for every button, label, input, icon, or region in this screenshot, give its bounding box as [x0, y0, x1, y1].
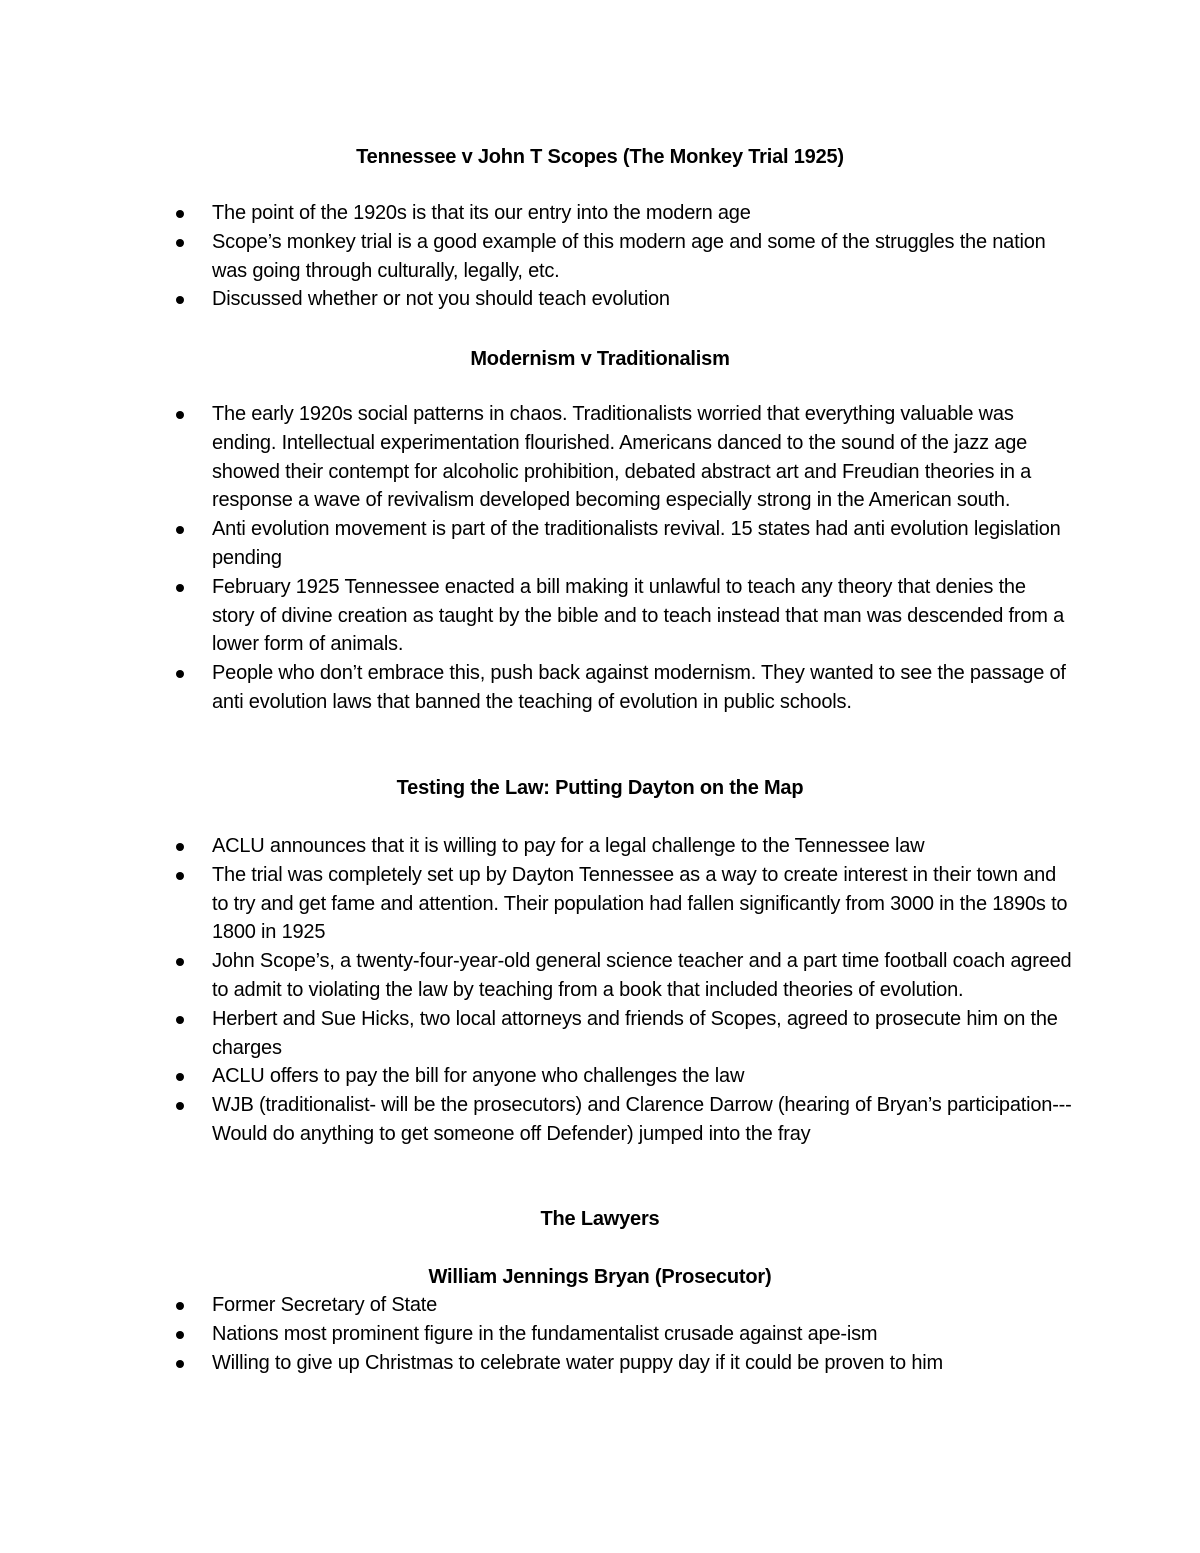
bullet-icon [176, 1073, 184, 1081]
bullet-icon [176, 296, 184, 304]
section-heading-bryan: William Jennings Bryan (Prosecutor) [428, 1266, 772, 1288]
list-item: The trial was completely set up by Dayton Tennessee as a way to create interest in their town and to try and get fame and attention. Their population had fallen significantly from 3000 in the 1890s to 1800 in 1925 [172, 861, 1072, 947]
bullet-list-testing-the-law [172, 832, 1072, 1149]
section-heading-testing-the-law: Testing the Law: Putting Dayton on the Map [396, 777, 804, 799]
list-item: February 1925 Tennessee enacted a bill making it unlawful to teach any theory that denies the story of divine creation as taught by the bible and to teach instead that man was descended from a lower form of animals. [172, 573, 1072, 659]
bullet-icon [176, 1302, 184, 1310]
list-item: ACLU offers to pay the bill for anyone who challenges the law [172, 1062, 1072, 1091]
bullet-icon [176, 1331, 184, 1339]
bullet-icon [176, 1016, 184, 1024]
list-item: Nations most prominent figure in the fundamentalist crusade against ape-ism [172, 1320, 1072, 1349]
list-item: Former Secretary of State [172, 1291, 1072, 1320]
list-item: Herbert and Sue Hicks, two local attorneys and friends of Scopes, agreed to prosecute him on the charges [172, 1005, 1072, 1063]
section-heading-modernism: Modernism v Traditionalism [470, 348, 730, 370]
list-item: Anti evolution movement is part of the traditionalists revival. 15 states had anti evolution legislation pending [172, 515, 1072, 573]
bullet-icon [176, 843, 184, 851]
bullet-icon [176, 958, 184, 966]
bullet-list-monkey-trial [172, 199, 1072, 314]
bullet-icon [176, 210, 184, 218]
list-item: The point of the 1920s is that its our entry into the modern age [172, 199, 1072, 228]
section-heading-the-lawyers: The Lawyers [540, 1208, 660, 1230]
bullet-icon [176, 584, 184, 592]
list-item: ACLU announces that it is willing to pay for a legal challenge to the Tennessee law [172, 832, 1072, 861]
bullet-icon [176, 1360, 184, 1368]
bullet-icon [176, 670, 184, 678]
bullet-icon [176, 239, 184, 247]
list-item: Willing to give up Christmas to celebrate water puppy day if it could be proven to him [172, 1349, 1072, 1378]
bullet-list-bryan [172, 1291, 1072, 1377]
list-item: WJB (traditionalist- will be the prosecutors) and Clarence Darrow (hearing of Bryan’s participation---Would do anything to get someone off Defender) jumped into the fray [172, 1091, 1072, 1149]
bullet-icon [176, 1102, 184, 1110]
bullet-icon [176, 872, 184, 880]
bullet-icon [176, 411, 184, 419]
list-item: People who don’t embrace this, push back against modernism. They wanted to see the passage of anti evolution laws that banned the teaching of evolution in public schools. [172, 659, 1072, 717]
list-item: The early 1920s social patterns in chaos. Traditionalists worried that everything valuable was ending. Intellectual experimentation flourished. Americans danced to the sound of the jazz age showed their contempt for alcoholic prohibition, debated abstract art and Freudian theories in a response a wave of revivalism developed becoming especially strong in the American south. [172, 400, 1072, 515]
section-heading-monkey-trial: Tennessee v John T Scopes (The Monkey Trial 1925) [356, 146, 844, 168]
bullet-list-modernism [172, 400, 1072, 717]
list-item: Discussed whether or not you should teach evolution [172, 285, 1072, 314]
list-item: John Scope’s, a twenty-four-year-old general science teacher and a part time football coach agreed to admit to violating the law by teaching from a book that included theories of evolution. [172, 947, 1072, 1005]
list-item: Scope’s monkey trial is a good example of this modern age and some of the struggles the nation was going through culturally, legally, etc. [172, 228, 1072, 286]
bullet-icon [176, 526, 184, 534]
